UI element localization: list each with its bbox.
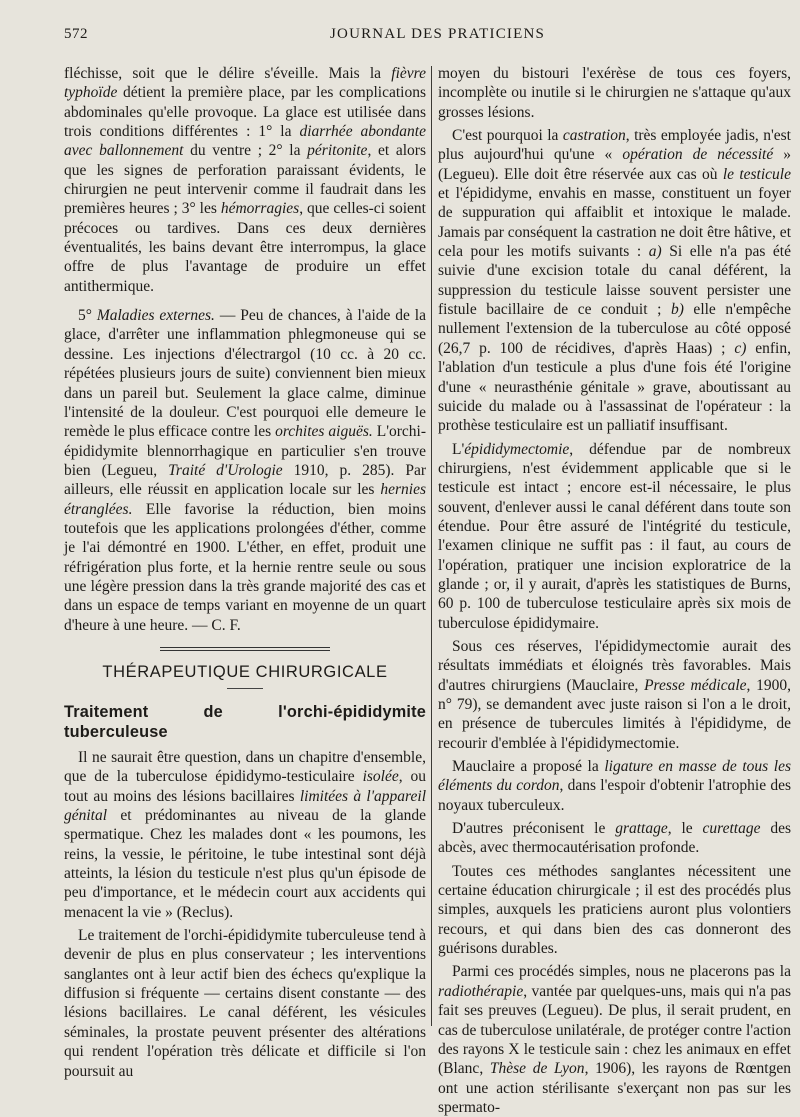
paragraph: Toutes ces méthodes sanglantes nécessitent une certaine éducation chirurgicale ; il est des procédés plus simples, auxquels les praticiens auront plus volontiers recours, et qui dans bien des cas donneront des guérisons durables. xyxy=(438,862,791,958)
article-title: Traitement de l'orchi-épididymite tuberculeuse xyxy=(64,703,426,741)
paragraph: Le traitement de l'orchi-épididymite tuberculeuse tend à devenir de plus en plus conservateur ; les interventions sanglantes ont à leur actif bien des échecs qu'explique la diffusion si fréquente — certains disent constante — des lésions bacillaires. Le canal déférent, les vésicules séminales, la prostate peuvent présenter des altérations qui rendent l'opération très délicate et difficile si l'on poursuit au xyxy=(64,927,426,1080)
section-title: THÉRAPEUTIQUE CHIRURGICALE xyxy=(102,662,388,681)
running-head: JOURNAL DES PRATICIENS xyxy=(330,26,546,42)
running-header xyxy=(0,26,800,52)
paragraph: Parmi ces procédés simples, nous ne placerons pas la radiothérapie, vantée par quelques-uns, mais qui n'a pas fait ses preuves (Legueu). De plus, il serait prudent, en cas de tuberculose unilatérale, de protéger contre l'action des rayons X le testicule sain : chez les animaux en effet (Blanc, Thèse de Lyon, 1906), les rayons de Rœntgen ont une action stérilisante s'exerçant non pas sur les spermato- xyxy=(438,963,791,1116)
right-column xyxy=(438,64,791,1117)
page-number: 572 xyxy=(64,26,88,42)
paragraph: D'autres préconisent le grattage, le curettage des abcès, avec thermocautérisation profonde. xyxy=(438,820,792,857)
paragraph: Mauclaire a proposé la ligature en masse de tous les éléments du cordon, dans l'espoir d'obtenir l'atrophie des noyaux tuberculeux. xyxy=(438,758,791,814)
paragraph: moyen du bistouri l'exérèse de tous ces foyers, incomplète ou inutile si le chirurgien ne s'attaque qu'aux grosses lésions. xyxy=(438,65,791,121)
column-divider xyxy=(431,66,432,1026)
paragraph: Sous ces réserves, l'épididymectomie aurait des résultats immédiats et éloignés très favorables. Mais d'autres chirurgiens (Mauclaire, Presse médicale, 1900, n° 79), se demandent avec juste raison si l'on a le droit, en présence de tubercules limités à l'épididyme, de recourir d'emblée à l'épididymectomie. xyxy=(438,637,791,752)
paragraph: C'est pourquoi la castration, très employée jadis, n'est plus aujourd'hui qu'une « opération de nécessité » (Legueu). Elle doit être réservée aux cas où le testicule et l'épididyme, envahis en masse, constituent un foyer de suppuration qui affaiblit et intoxique le malade. Jamais par conséquent la castration ne doit être hâtive, et cela pour les motifs suivants : a) Si elle n'a pas été suivie d'une excision totale du canal déférent, la suppression du testicule laisse souvent persister une fistule bacillaire de ce conduit ; b) elle n'empêche nullement l'extension de la tuberculose au côté opposé (26,7 p. 100 de récidives, d'après Haas) ; c) enfin, l'ablation d'un testicule a plus d'une fois été l'origine d'une « neurasthénie génitale » grave, aboutissant au suicide du malade ou à l'assassinat de l'opérateur : la prothèse testiculaire est un palliatif insuffisant. xyxy=(438,127,791,435)
section-separator xyxy=(160,647,330,651)
paragraph: L'épididymectomie, défendue par de nombreux chirurgiens, n'est évidemment applicable que si le testicule est intact ; encore est-il nécessaire, le plus souvent, d'enlever aussi le canal déférent dans toute son étendue. Pour être assuré de l'intégrité du testicule, l'examen clinique ne suffit pas : il faut, au cours de l'opération, pratiquer une incision exploratrice de la glande ; or, il y aurait, d'après les statistiques de Burns, 60 p. 100 de tuberculose testiculaire après six mois de tuberculose épididymaire. xyxy=(438,440,791,632)
title-ornament xyxy=(227,688,263,689)
paragraph: Il ne saurait être question, dans un chapitre d'ensemble, que de la tuberculose épididymo-testiculaire isolée, ou tout au moins des lésions bacillaires limitées à l'appareil génital et prédominantes au niveau de la glande spermatique. Chez les malades dont « les poumons, les reins, la vessie, le péritoine, le tube intestinal sont déjà atteints, la lésion du testicule n'est plus qu'un épisode de peu d'importance, et le médecin court aux accidents qui menacent la vie » (Reclus). xyxy=(64,749,426,921)
paragraph: fléchisse, soit que le délire s'éveille. Mais la fièvre typhoïde détient la première place, par les complications abdominales qu'elle provoque. La glace est utilisée dans trois conditions différentes : 1° la diarrhée abondante avec ballonnement du ventre ; 2° la péritonite, et alors que les signes de perforation paraissant évidents, le chirurgien ne peut intervenir comme il faudrait dans les premières heures ; 3° les hémorragies, que celles-ci soient précoces ou tardives. Dans ces deux dernières éventualités, les bains devant être interrompus, la glace offre de plus l'avantage de produire un effet antithermique. xyxy=(64,65,426,295)
left-column xyxy=(64,64,426,1081)
paragraph: 5° Maladies externes. — Peu de chances, à l'aide de la glace, d'arrêter une inflammation phlegmoneuse qui se dessine. Les injections d'électrargol (10 cc. à 20 cc. répétées plusieurs jours de suite) conviennent bien mieux dans un pareil but. Seulement la glace calme, diminue l'intensité de la douleur. C'est pourquoi elle demeure le remède le plus efficace contre les orchites aiguës. L'orchi-épididymite blennorrhagique en particulier s'en trouve bien (Legueu, Traité d'Urologie 1910, p. 285). Par ailleurs, elle réussit en application locale sur les hernies étranglées. Elle favorise la réduction, bien moins toutefois que les applications prolongées d'éther, comme je l'ai démontré en 1900. L'éther, en effet, produit une réfrigération plus forte, et la hernie rentre seule ou sous une légère pression dans la très grande majorité des cas et dans un espace de temps variant en moyenne de un quart d'heure à une heure. — C. F. xyxy=(64,307,426,634)
